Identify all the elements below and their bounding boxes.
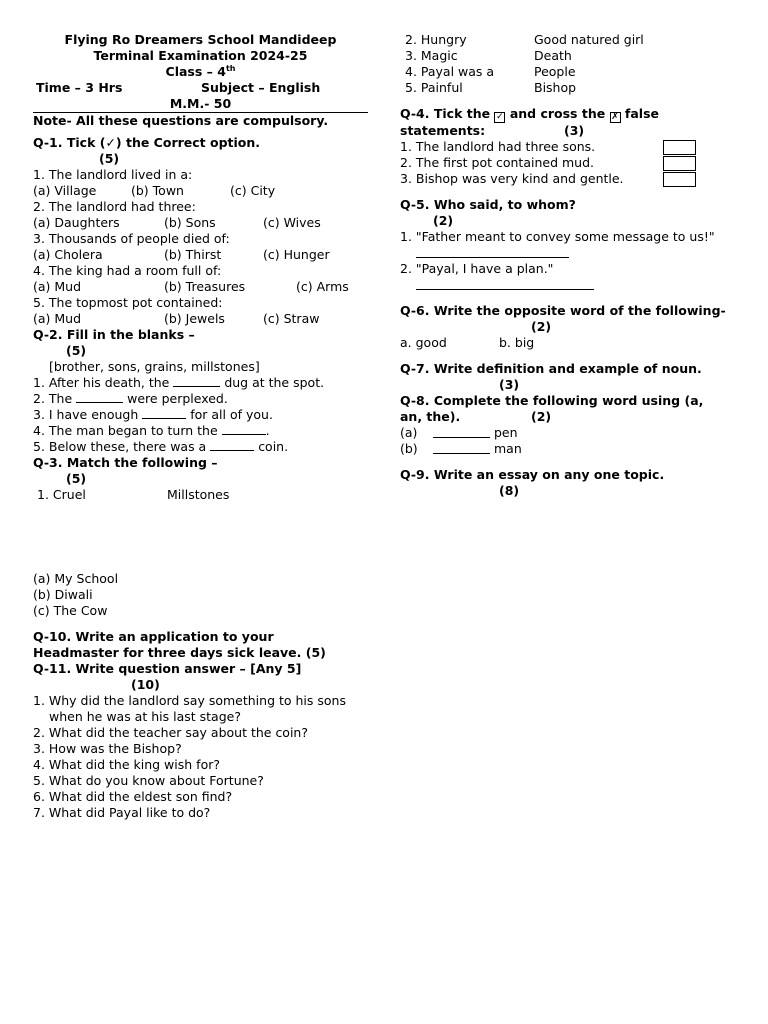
q6-word-a: a. good: [400, 335, 447, 350]
q6-title: Q-6. Write the opposite word of the following-: [400, 303, 726, 318]
q9-title: Q-9. Write an essay on any one topic.: [400, 467, 665, 482]
q5-answer-line-1-row: [400, 245, 745, 261]
q3-1-right: Millstones: [167, 487, 230, 502]
q3-3-left: 3. Magic: [405, 48, 458, 63]
q4-3-answer-box[interactable]: [663, 172, 696, 187]
q11-question-3: 3. How was the Bishop?: [33, 741, 182, 756]
q6-words: [400, 335, 745, 351]
q6-word-b: b. big: [499, 335, 535, 350]
time-label: Time – 3 Hrs: [36, 80, 123, 95]
q1-title: Q-1. Tick (✓) the Correct option.: [33, 135, 261, 150]
q10-line-2: Headmaster for three days sick leave. (5): [33, 645, 326, 660]
q2-marks: (5): [66, 343, 87, 358]
q1-options-1: [33, 183, 368, 199]
q2-4-post: .: [265, 423, 270, 438]
q3-title: Q-3. Match the following –: [33, 455, 218, 470]
q3-5-left: 5. Painful: [405, 80, 463, 95]
q5-item-1: 1. "Father meant to convey some message to us!": [400, 229, 715, 244]
q5-marks: (2): [433, 213, 454, 228]
q5-answer-line-2[interactable]: [416, 277, 594, 290]
q2-word-bank: [brother, sons, grains, millstones]: [49, 359, 260, 374]
q8-title-cont: an, the).: [400, 409, 461, 424]
q3-2-left: 2. Hungry: [405, 32, 467, 47]
q1-5-option-b: (b) Jewels: [164, 311, 225, 326]
q2-4-pre: 4. The man began to turn the: [33, 423, 218, 438]
note: Note- All these questions are compulsory.: [33, 113, 329, 128]
q2-item-2: [33, 391, 368, 407]
class-line: [33, 64, 368, 80]
q3-pair-5: [400, 80, 745, 96]
q11-question-5: 5. What do you know about Fortune?: [33, 773, 264, 788]
q2-1-blank[interactable]: [173, 386, 220, 387]
q3-4-left: 4. Payal was a: [405, 64, 495, 79]
q4-1-answer-box[interactable]: [663, 140, 696, 155]
q1-3-option-b: (b) Thirst: [164, 247, 222, 262]
q3-5-right: Bishop: [534, 80, 577, 95]
q3-pair-4: [400, 64, 745, 80]
q6-marks: (2): [531, 319, 552, 334]
q7-marks: (3): [499, 377, 520, 392]
q1-options-5: [33, 311, 368, 327]
q5-item-2: 2. "Payal, I have a plan.": [400, 261, 554, 276]
q11-title: Q-11. Write question answer – [Any 5]: [33, 661, 302, 676]
q1-4-option-a: (a) Mud: [33, 279, 82, 294]
q2-2-pre: 2. The: [33, 391, 73, 406]
tick-box-icon: ✓: [496, 112, 504, 122]
q9-topic-3: (c) The Cow: [33, 603, 108, 618]
q1-options-4: [33, 279, 368, 295]
q8-1-label: (a): [400, 425, 418, 440]
q1-options-2: [33, 215, 368, 231]
q3-pair-3: [400, 48, 745, 64]
q8-2-label: (b): [400, 441, 418, 456]
q9-topic-1: (a) My School: [33, 571, 119, 586]
q1-2-option-a: (a) Daughters: [33, 215, 120, 230]
q8-item-2: [400, 441, 745, 457]
q8-title: Q-8. Complete the following word using (a,: [400, 393, 704, 408]
q1-5-option-a: (a) Mud: [33, 311, 82, 326]
q3-marks: (5): [66, 471, 87, 486]
cross-box-icon: ✗: [611, 112, 619, 122]
q2-item-5: [33, 439, 368, 455]
q8-marks: (2): [531, 409, 552, 424]
q4-1-text: 1. The landlord had three sons.: [400, 139, 596, 154]
q3-4-right: People: [534, 64, 576, 79]
q2-3-post: for all of you.: [190, 407, 273, 422]
q5-title: Q-5. Who said, to whom?: [400, 197, 576, 212]
right-column: [400, 32, 745, 499]
q11-question-6: 6. What did the eldest son find?: [33, 789, 233, 804]
q9-topic-2: (b) Diwali: [33, 587, 93, 602]
q3-pair-2: [400, 32, 745, 48]
q1-4-option-b: (b) Treasures: [164, 279, 246, 294]
q4-item-3: [400, 171, 745, 187]
q3-pair-1: [33, 487, 368, 503]
q1-4-option-c: (c) Arms: [296, 279, 349, 294]
q2-1-pre: 1. After his death, the: [33, 375, 170, 390]
q11-question-4: 4. What did the king wish for?: [33, 757, 220, 772]
q1-1-option-c: (c) City: [230, 183, 276, 198]
class-label: Class – 4: [165, 64, 226, 79]
q4-2-answer-box[interactable]: [663, 156, 696, 171]
q1-question-4: 4. The king had a room full of:: [33, 263, 222, 278]
q11-question-1: 1. Why did the landlord say something to his sons: [33, 693, 346, 708]
left-column: [33, 32, 368, 821]
q1-2-option-c: (c) Wives: [263, 215, 321, 230]
q1-question-5: 5. The topmost pot contained:: [33, 295, 223, 310]
q1-1-option-a: (a) Village: [33, 183, 97, 198]
q2-1-post: dug at the spot.: [224, 375, 325, 390]
q4-title-line-2: [400, 123, 745, 139]
q4-marks: (3): [564, 123, 585, 138]
q1-1-option-b: (b) Town: [131, 183, 184, 198]
q2-item-3: [33, 407, 368, 423]
q8-item-1: [400, 425, 745, 441]
q1-5-option-c: (c) Straw: [263, 311, 320, 326]
q4-title-post: false: [624, 106, 659, 121]
q2-5-pre: 5. Below these, there was a: [33, 439, 207, 454]
class-sup: th: [225, 63, 236, 73]
q2-item-4: [33, 423, 368, 439]
time-subject-row: [33, 80, 368, 96]
q1-question-2: 2. The landlord had three:: [33, 199, 196, 214]
q2-5-post: coin.: [258, 439, 289, 454]
q1-options-3: [33, 247, 368, 263]
q4-2-text: 2. The first pot contained mud.: [400, 155, 594, 170]
q8-1-word: pen: [494, 425, 518, 440]
q2-3-pre: 3. I have enough: [33, 407, 139, 422]
q2-2-post: were perplexed.: [127, 391, 228, 406]
q4-item-1: [400, 139, 745, 155]
school-name: Flying Ro Dreamers School Mandideep: [64, 32, 337, 47]
q2-4-blank[interactable]: [222, 434, 266, 435]
subject-label: Subject – English: [201, 80, 321, 95]
max-marks: M.M.- 50: [33, 96, 368, 113]
q11-question-2: 2. What did the teacher say about the coin?: [33, 725, 308, 740]
q2-5-blank[interactable]: [210, 450, 254, 451]
q4-title: [400, 106, 745, 123]
q1-marks: (5): [99, 151, 120, 166]
q1-2-option-b: (b) Sons: [164, 215, 216, 230]
q2-item-1: [33, 375, 368, 391]
q4-title-pre: Q-4. Tick the: [400, 106, 491, 121]
q4-item-2: [400, 155, 745, 171]
q5-answer-line-2-row: [400, 277, 745, 293]
q8-title-line-2: [400, 409, 745, 425]
q11-question-1-cont: when he was at his last stage?: [49, 709, 241, 724]
q1-3-option-a: (a) Cholera: [33, 247, 103, 262]
q1-question-3: 3. Thousands of people died of:: [33, 231, 230, 246]
q3-1-left: 1. Cruel: [37, 487, 86, 502]
q11-question-7: 7. What did Payal like to do?: [33, 805, 211, 820]
q3-2-right: Good natured girl: [534, 32, 644, 47]
q7-title: Q-7. Write definition and example of noun.: [400, 361, 702, 376]
exam-title: Terminal Examination 2024-25: [93, 48, 308, 63]
q11-marks: (10): [131, 677, 160, 692]
q2-2-blank[interactable]: [76, 402, 123, 403]
q4-3-text: 3. Bishop was very kind and gentle.: [400, 171, 624, 186]
q10-line-1: Q-10. Write an application to your: [33, 629, 274, 644]
q8-1-blank[interactable]: [433, 425, 490, 438]
q8-2-word: man: [494, 441, 522, 456]
q5-answer-line-1[interactable]: [416, 245, 569, 258]
q9-marks: (8): [499, 483, 520, 498]
q2-title: Q-2. Fill in the blanks –: [33, 327, 195, 342]
q4-title-mid: and cross the: [509, 106, 606, 121]
q4-statements-label: statements:: [400, 123, 486, 138]
q1-question-1: 1. The landlord lived in a:: [33, 167, 193, 182]
q3-3-right: Death: [534, 48, 572, 63]
q8-2-blank[interactable]: [433, 441, 490, 454]
q2-3-blank[interactable]: [142, 418, 186, 419]
q1-3-option-c: (c) Hunger: [263, 247, 330, 262]
